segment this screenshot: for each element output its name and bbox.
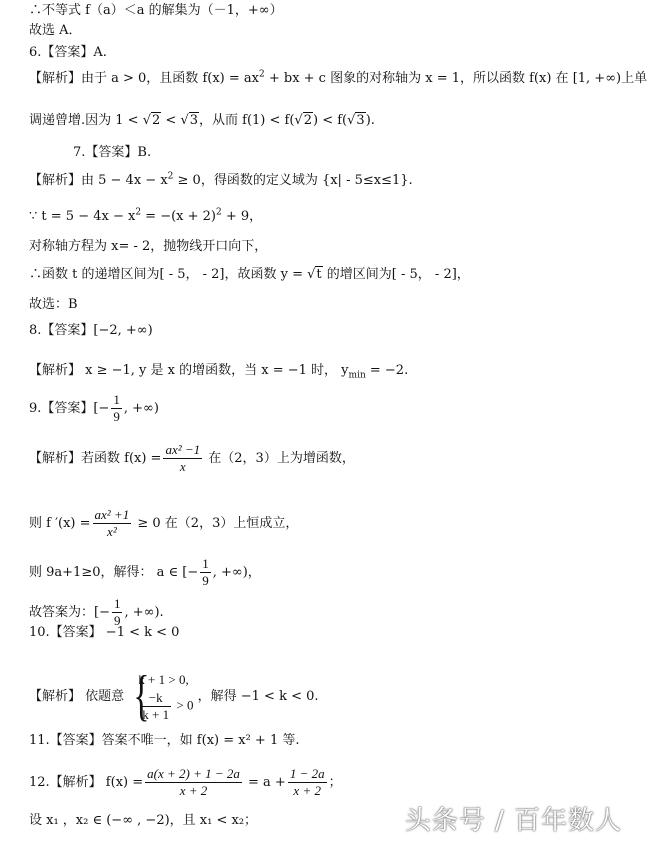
equation-system	[128, 665, 194, 727]
fraction	[288, 766, 327, 799]
text: 【解析】 依题意	[29, 689, 125, 704]
sqrt-3: 3	[189, 113, 199, 128]
analysis-9-line-2	[29, 507, 298, 540]
text: , +∞)，	[212, 565, 261, 580]
fraction	[93, 507, 132, 540]
sqrt-2: 2	[303, 113, 312, 128]
text: 11.【答案】答案不唯一，如 f(x) = x² + 1 等.	[29, 733, 300, 748]
analysis-6-line-2: 调递曾增.因为 1 < √2 < √3，从而 f(1) < f(√2) < f(√3).	[29, 113, 375, 128]
text: 12.【解析】 f(x) =	[29, 775, 144, 790]
sqrt-3: 3	[356, 113, 365, 128]
text: ).	[365, 113, 375, 128]
analysis-7-line-4: ∴函数 t 的递增区间为[ - 5， - 2]，故函数 y = √t 的增区间为[ - 5， - 2]，	[29, 267, 470, 282]
text: ∴函数 t 的递增区间为[ - 5， - 2]，故函数 y =	[29, 267, 303, 282]
numerator: ax² −1	[165, 442, 201, 457]
analysis-9-line-1	[29, 442, 355, 475]
denominator: x + 2	[179, 783, 208, 798]
text: 则 f ′(x) =	[29, 516, 91, 531]
text: 【解析】 x ≥ −1, y 是 x 的增函数，当 x = −1 时， y	[29, 363, 349, 378]
denominator: x	[179, 459, 186, 474]
text: 故选：B	[29, 297, 78, 312]
text: 则 9a+1≥0，解得： a ∈ [−	[29, 565, 199, 580]
numerator: 1	[202, 556, 209, 571]
answer-8-heading	[29, 322, 153, 340]
analysis-10-line	[29, 665, 319, 727]
text: ≥ 0，得函数的定义域为 {x| - 5≤x≤1}.	[173, 173, 413, 188]
text: ；	[328, 775, 342, 790]
text: ) < f(	[313, 113, 348, 128]
system-row-1: k + 1 > 0,	[138, 672, 189, 687]
text: 10.【答案】 −1 < k < 0	[29, 625, 180, 640]
answer-6-heading	[29, 44, 107, 62]
text: 对称轴方程为 x= - 2，抛物线开口向下，	[29, 239, 268, 254]
fraction	[111, 392, 122, 425]
text: , +∞).	[124, 605, 164, 620]
text: 的增区间为[ - 5， - 2]，	[322, 267, 470, 282]
text: 7.【答案】B.	[73, 145, 152, 160]
numerator: −k	[140, 690, 171, 707]
text: 【解析】由 5 − 4x − x	[29, 173, 168, 188]
text: 故答案为：[−	[29, 605, 110, 620]
text: 8.【答案】[−2, +∞)	[29, 323, 153, 338]
analysis-7-line-5	[29, 296, 78, 314]
numerator: 1	[113, 596, 121, 611]
fraction	[200, 556, 211, 589]
text: > 0	[173, 697, 194, 713]
answer-10-heading	[29, 624, 179, 642]
text: , +∞)	[123, 401, 159, 416]
numerator: a(x + 2) + 1 − 2a	[147, 766, 240, 781]
numerator: ax² +1	[94, 507, 130, 522]
denominator: 9	[202, 573, 209, 588]
text: 在（2，3）上为增函数，	[204, 451, 355, 466]
text: + bx + c 图象的对称轴为 x = 1，所以函数 f(x) 在	[264, 71, 569, 86]
numerator: 1 − 2a	[289, 766, 325, 781]
analysis-12-line-2	[29, 812, 257, 830]
analysis-8-line	[29, 362, 408, 380]
analysis-7-line-1: 【解析】由 $5 - 4x - x^2 \ge 0$，得函数的定义域为 {x| - 5≤x≤1}.	[29, 171, 413, 188]
text: 【解析】由于 a > 0，且函数 f(x) = ax	[29, 71, 259, 86]
text: 调递曾增.因为 1 <	[29, 113, 139, 128]
text: 故选 A．	[29, 23, 82, 38]
answer-11-heading	[29, 732, 300, 750]
analysis-9-line-3	[29, 556, 261, 589]
text: ∴不等式 f（a）＜a 的解集为（－1，+∞）	[29, 3, 283, 18]
text: 9.【答案】[−	[29, 401, 110, 416]
text: + 9，	[221, 209, 263, 224]
denominator: x + 2	[293, 783, 321, 798]
fraction	[145, 766, 242, 799]
answer-7-heading	[73, 144, 151, 162]
text: ，解得 −1 < k < 0.	[197, 689, 319, 704]
text: ，从而 f(1) < f(	[199, 113, 295, 128]
text: 6.【答案】A.	[29, 45, 107, 60]
brace: {	[133, 665, 150, 727]
numerator: 1	[113, 392, 120, 407]
sqrt-2: 2	[151, 113, 161, 128]
text: = −(x + 2)	[141, 209, 216, 224]
interval: [1, +∞)	[572, 71, 622, 86]
denominator: x²	[107, 524, 117, 539]
sqrt-t: t	[316, 267, 322, 282]
text: 上单	[621, 71, 647, 86]
answer-9-heading	[29, 392, 159, 425]
text: = a +	[243, 775, 286, 790]
text: ≥ 0 在（2，3）上恒成立，	[133, 516, 299, 531]
text: 设 x₁ ，x₂ ∈ (−∞ , −2)，且 x₁ < x₂；	[29, 813, 258, 828]
fraction	[163, 442, 202, 475]
watermark: 头条号 / 百年数人	[404, 806, 622, 836]
text: = −2.	[365, 363, 409, 378]
denominator: 9	[113, 613, 121, 628]
conclusion-line	[29, 2, 283, 20]
analysis-6-line-1: 【解析】由于 a > 0，且函数 $f(x) = ax^2$ + bx + c 图象的对称轴为 x = 1，所以函数 f(x) 在 [1, +∞)上单	[29, 69, 647, 86]
analysis-7-line-3	[29, 238, 267, 256]
choice-line	[29, 22, 82, 40]
text: ∵ t = 5 − 4x − x	[29, 209, 136, 224]
analysis-7-line-2: ∵ $t = 5 - 4x - x^2 = -(x + 2)^2 + 9$，	[29, 207, 263, 224]
subscript: min	[348, 370, 366, 381]
denominator: k + 1	[142, 707, 170, 722]
text: 【解析】若函数 f(x) =	[29, 451, 162, 466]
text: <	[165, 113, 177, 128]
denominator: 9	[113, 409, 120, 424]
analysis-12-line-1	[29, 766, 342, 799]
